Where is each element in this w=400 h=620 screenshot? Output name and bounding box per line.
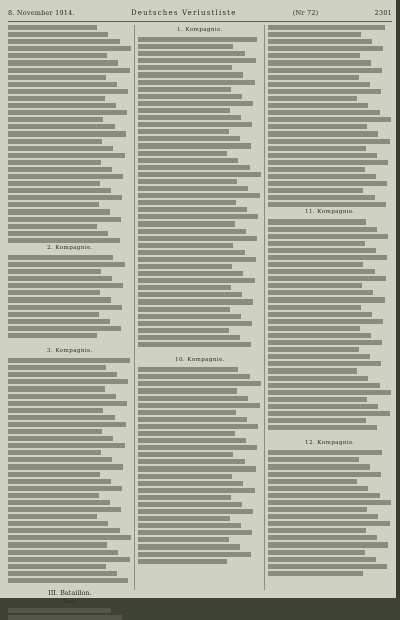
text-line (8, 131, 126, 136)
header-issue: (Nr 72) (292, 9, 319, 17)
text-line (8, 139, 102, 144)
text-line (138, 87, 231, 92)
text-line (268, 383, 380, 388)
text-line (138, 94, 242, 99)
text-line (268, 219, 366, 224)
text-line (138, 44, 233, 49)
text-line (8, 269, 101, 274)
text-line (8, 283, 123, 288)
text-line (268, 361, 381, 366)
text-block (138, 367, 262, 564)
text-line (8, 500, 110, 505)
text-line (268, 464, 370, 469)
text-line (8, 415, 115, 420)
text-line (8, 117, 103, 122)
text-line (8, 507, 121, 512)
text-line (8, 103, 116, 108)
text-line (8, 464, 123, 469)
text-line (8, 550, 118, 555)
text-line (8, 493, 99, 498)
text-line (138, 250, 245, 255)
text-line (138, 285, 231, 290)
text-line (138, 367, 238, 372)
text-line (138, 502, 242, 507)
text-line (8, 386, 105, 391)
text-line (8, 358, 130, 363)
text-line (138, 264, 232, 269)
text-line (8, 75, 106, 80)
text-line (138, 271, 243, 276)
text-line (268, 131, 378, 136)
text-line (138, 307, 230, 312)
text-line (138, 523, 241, 528)
text-line (268, 557, 376, 562)
text-line (138, 431, 235, 436)
text-line (138, 257, 256, 262)
text-line (268, 227, 377, 232)
text-line (8, 82, 117, 87)
text-line (268, 146, 366, 151)
text-line (8, 60, 118, 65)
text-line (8, 276, 112, 281)
text-line (8, 535, 131, 540)
text-block (8, 358, 132, 583)
text-line (268, 75, 359, 80)
text-line (8, 46, 131, 51)
text-line (8, 472, 100, 477)
text-line (138, 509, 253, 514)
text-line (138, 221, 235, 226)
text-line (268, 326, 360, 331)
text-line (8, 160, 101, 165)
text-line (268, 174, 376, 179)
text-line (138, 417, 247, 422)
text-line (138, 410, 236, 415)
text-line (138, 292, 242, 297)
text-line (268, 368, 357, 373)
column-separator (134, 25, 135, 590)
subsection-heading: Stab. (62, 599, 78, 606)
text-line (268, 297, 385, 302)
text-block (268, 450, 392, 576)
text-line (268, 117, 391, 122)
text-line (8, 124, 115, 129)
text-line (8, 174, 123, 179)
text-line (268, 276, 386, 281)
text-line (268, 167, 365, 172)
text-block (8, 255, 132, 338)
text-line (268, 450, 382, 455)
text-line (268, 486, 368, 491)
text-line (8, 181, 100, 186)
text-line (138, 299, 253, 304)
text-line (8, 372, 117, 377)
text-line (8, 479, 111, 484)
text-line (138, 80, 255, 85)
text-block (268, 219, 392, 430)
text-line (138, 129, 229, 134)
text-block (8, 608, 132, 620)
text-line (138, 186, 248, 191)
text-line (268, 53, 360, 58)
text-line (8, 401, 127, 406)
text-line (138, 544, 240, 549)
text-line (268, 564, 387, 569)
text-line (138, 278, 255, 283)
text-line (8, 297, 111, 302)
text-line (268, 202, 386, 207)
text-line (8, 255, 113, 260)
text-line (268, 283, 362, 288)
text-line (268, 354, 370, 359)
text-line (268, 89, 381, 94)
column-left (8, 25, 132, 606)
text-line (138, 424, 258, 429)
text-line (8, 615, 122, 620)
text-line (8, 146, 113, 151)
text-line (8, 528, 120, 533)
text-line (138, 229, 246, 234)
text-line (8, 224, 97, 229)
text-line (138, 172, 261, 177)
text-line (8, 429, 102, 434)
text-line (8, 394, 116, 399)
text-line (138, 396, 248, 401)
text-line (268, 571, 363, 576)
text-line (138, 445, 257, 450)
text-line (8, 319, 110, 324)
text-line (268, 60, 371, 65)
text-line (268, 248, 376, 253)
section-heading: 12. Kompagnie. (305, 440, 355, 447)
text-line (8, 542, 107, 547)
text-block (268, 25, 392, 207)
text-line (138, 474, 232, 479)
text-line (268, 507, 367, 512)
text-line (268, 234, 388, 239)
text-line (138, 72, 243, 77)
text-line (138, 552, 251, 557)
text-line (268, 457, 359, 462)
text-line (268, 542, 388, 547)
text-line (138, 403, 260, 408)
text-line (138, 321, 252, 326)
text-line (138, 559, 227, 564)
text-line (138, 65, 232, 70)
text-line (268, 493, 380, 498)
text-line (8, 153, 125, 158)
text-line (8, 238, 120, 243)
text-line (8, 89, 128, 94)
text-line (268, 96, 357, 101)
header-rule (8, 21, 392, 22)
section-heading-bataillon: III. Bataillon. (48, 589, 92, 598)
text-line (268, 521, 390, 526)
text-line (138, 495, 231, 500)
text-line (268, 32, 361, 37)
text-line (138, 342, 251, 347)
text-line (138, 179, 237, 184)
text-line (268, 46, 383, 51)
page-header (8, 6, 392, 20)
text-line (268, 241, 365, 246)
text-line (8, 231, 108, 236)
text-line (268, 39, 372, 44)
text-line (8, 25, 97, 30)
text-line (268, 411, 390, 416)
text-line (268, 195, 375, 200)
text-line (268, 376, 368, 381)
text-line (8, 408, 103, 413)
section-heading: 2. Kompagnie. (47, 244, 93, 251)
text-line (268, 418, 366, 423)
text-line (8, 326, 121, 331)
text-line (8, 32, 108, 37)
text-line (138, 452, 233, 457)
text-line (268, 472, 381, 477)
text-line (138, 381, 261, 386)
text-line (138, 115, 241, 120)
text-line (268, 312, 372, 317)
text-line (268, 103, 368, 108)
text-line (138, 481, 243, 486)
text-block (8, 25, 132, 243)
text-line (268, 25, 385, 30)
text-line (8, 312, 99, 317)
text-line (8, 68, 130, 73)
text-line (8, 436, 113, 441)
text-line (8, 450, 101, 455)
text-line (138, 108, 230, 113)
text-line (138, 165, 250, 170)
text-line (268, 397, 367, 402)
text-line (8, 39, 120, 44)
text-line (8, 443, 125, 448)
text-line (268, 500, 391, 505)
text-line (138, 51, 245, 56)
text-line (8, 578, 128, 583)
header-date: 8. November 1914. (8, 9, 75, 17)
section-heading: 11. Kompagnie. (305, 209, 355, 216)
text-line (8, 217, 121, 222)
column-separator (264, 25, 265, 590)
text-line (268, 188, 363, 193)
text-line (138, 488, 255, 493)
text-line (268, 181, 387, 186)
text-line (138, 207, 247, 212)
section-heading: 1. Kompagnie. (177, 27, 223, 33)
section-heading: 10. Kompagnie. (175, 357, 225, 364)
text-line (138, 193, 260, 198)
text-line (268, 160, 388, 165)
text-line (138, 101, 253, 106)
text-line (268, 255, 387, 260)
text-line (268, 82, 370, 87)
section-heading: 3. Kompagnie. (47, 348, 93, 355)
text-line (8, 486, 122, 491)
text-line (268, 550, 365, 555)
text-line (8, 290, 100, 295)
text-line (268, 269, 375, 274)
text-line (268, 262, 363, 267)
text-line (138, 438, 246, 443)
text-line (268, 319, 383, 324)
text-line (138, 537, 229, 542)
column-right (268, 25, 392, 592)
text-line (8, 365, 106, 370)
text-line (138, 466, 256, 471)
text-line (8, 333, 97, 338)
text-line (138, 328, 229, 333)
text-line (138, 335, 240, 340)
text-line (138, 136, 240, 141)
text-line (268, 139, 390, 144)
text-line (138, 243, 233, 248)
text-line (268, 340, 382, 345)
text-line (8, 571, 117, 576)
text-line (8, 564, 106, 569)
text-line (138, 236, 257, 241)
text-line (268, 390, 391, 395)
text-line (268, 404, 378, 409)
text-line (138, 143, 251, 148)
text-line (8, 457, 112, 462)
text-line (138, 530, 252, 535)
text-line (268, 333, 371, 338)
text-line (138, 158, 238, 163)
text-line (138, 58, 256, 63)
text-line (138, 214, 258, 219)
header-page-number: 2301 (374, 9, 392, 17)
text-line (8, 305, 122, 310)
text-line (8, 209, 110, 214)
text-line (268, 535, 377, 540)
text-line (8, 379, 128, 384)
text-line (8, 521, 108, 526)
text-line (268, 528, 366, 533)
text-line (268, 290, 373, 295)
text-line (8, 608, 111, 613)
text-line (138, 374, 250, 379)
text-line (8, 202, 99, 207)
text-line (8, 167, 112, 172)
column-middle (138, 25, 262, 592)
text-line (8, 53, 107, 58)
text-line (8, 557, 130, 562)
text-line (268, 124, 367, 129)
text-line (138, 122, 252, 127)
text-line (8, 96, 105, 101)
text-line (138, 314, 241, 319)
text-line (138, 388, 237, 393)
text-line (268, 347, 359, 352)
page-edge-shadow (396, 0, 400, 598)
text-line (8, 188, 111, 193)
text-line (268, 68, 382, 73)
text-line (268, 305, 361, 310)
text-line (138, 459, 245, 464)
text-line (138, 37, 257, 42)
text-line (138, 151, 227, 156)
text-line (268, 153, 377, 158)
text-line (8, 262, 125, 267)
text-line (138, 516, 230, 521)
text-line (268, 110, 380, 115)
text-line (268, 514, 378, 519)
text-line (138, 200, 236, 205)
text-line (268, 479, 357, 484)
text-line (268, 425, 377, 430)
text-line (8, 422, 126, 427)
text-block (138, 37, 262, 347)
text-line (8, 110, 127, 115)
text-line (8, 195, 122, 200)
text-line (8, 514, 97, 519)
header-title: Deutsches Verlustliste (131, 9, 237, 17)
